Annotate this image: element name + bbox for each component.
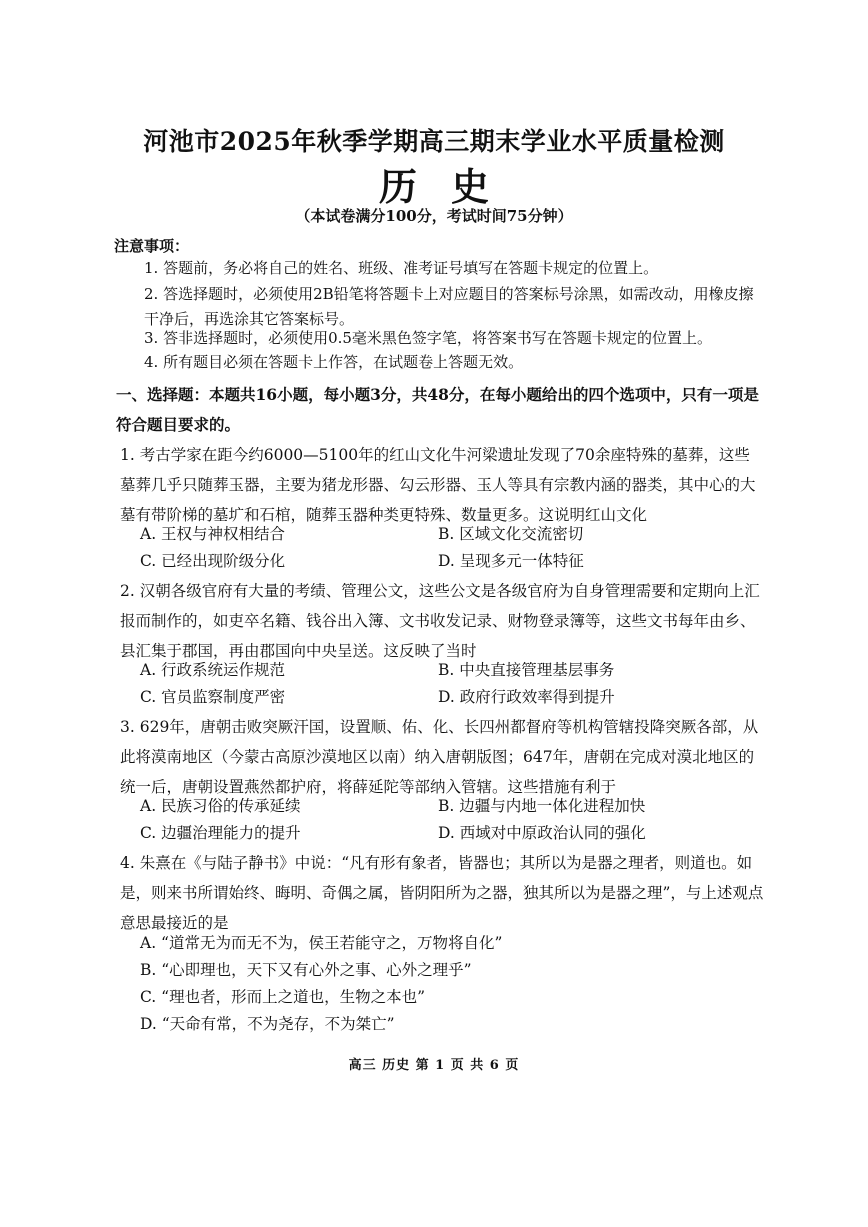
- question-stem: 2. 汉朝各级官府有大量的考绩、管理公文，这些公文是各级官府为自身管理需要和定期向上汇报而制作的，如吏卒名籍、钱谷出入簿、文书收发记录、财物登录簿等，这些文书每年由乡、县汇集于郡国，再由郡国向中央呈送。这反映了当时: [120, 582, 760, 660]
- option-a: A. 民族习俗的传承延续: [140, 797, 301, 815]
- option-c: C. 边疆治理能力的提升: [140, 824, 301, 842]
- option-c: C. 已经出现阶级分化: [140, 552, 286, 570]
- option-b: B. 区域文化交流密切: [438, 525, 584, 543]
- option-c: C. 官员监察制度严密: [140, 688, 286, 706]
- option-d: D. 政府行政效率得到提升: [438, 688, 615, 706]
- question-2: [120, 576, 765, 666]
- option-b: B. 边疆与内地一体化进程加快: [438, 797, 646, 815]
- notice-item-4: 4. 所有题目必须在答题卡上作答，在试题卷上答题无效。: [144, 353, 524, 371]
- option-d: D. 西域对中原政治认同的强化: [438, 824, 646, 842]
- question-stem: 1. 考古学家在距今约6000—5100年的红山文化牛河梁遗址发现了70余座特殊的墓葬，这些墓葬几乎只随葬玉器，主要为猪龙形器、勾云形器、玉人等具有宗教内涵的器类，其中心的大墓有带阶梯的墓圹和石棺，随葬玉器种类更特殊、数量更多。这说明红山文化: [120, 446, 756, 524]
- option-b: B. “心即理也，天下又有心外之事、心外之理乎”: [140, 961, 472, 979]
- exam-title: 河池市2025年秋季学期高三期末学业水平质量检测: [143, 127, 725, 156]
- section-heading: 一、选择题：本题共16小题，每小题3分，共48分，在每小题给出的四个选项中，只有一项是符合题目要求的。: [116, 385, 759, 434]
- option-a: A. 行政系统运作规范: [140, 661, 286, 679]
- option-a: A. 王权与神权相结合: [140, 525, 286, 543]
- question-stem: 3. 629年，唐朝击败突厥汗国，设置顺、佑、化、长四州都督府等机构管辖投降突厥各部，从此将漠南地区（今蒙古高原沙漠地区以南）纳入唐朝版图；647年，唐朝在完成对漠北地区的统一后，唐朝设置燕然都护府，将薛延陀等部纳入管辖。这些措施有利于: [120, 718, 759, 796]
- question-3: [120, 712, 765, 802]
- exam-meta: （本试卷满分100分，考试时间75分钟）: [295, 207, 573, 225]
- question-1: [120, 440, 765, 530]
- option-d: D. 呈现多元一体特征: [438, 552, 584, 570]
- notice-item-1: 1. 答题前，务必将自己的姓名、班级、准考证号填写在答题卡规定的位置上。: [144, 259, 659, 277]
- page-footer: 高三 历史 第 1 页 共 6 页: [348, 1058, 520, 1073]
- notice-title: 注意事项：: [114, 237, 190, 255]
- subject-title: 历史: [378, 164, 523, 209]
- question-4: [120, 848, 765, 938]
- option-b: B. 中央直接管理基层事务: [438, 661, 615, 679]
- option-a: A. “道常无为而无不为，侯王若能守之，万物将自化”: [140, 934, 503, 952]
- question-stem: 4. 朱熹在《与陆子静书》中说：“凡有形有象者，皆器也；其所以为是器之理者，则道也。如是，则来书所谓始终、晦明、奇偶之属，皆阴阳所为之器，独其所以为是器之理”，与上述观点意思最接近的是: [120, 854, 764, 932]
- option-c: C. “理也者，形而上之道也，生物之本也”: [140, 988, 426, 1006]
- notice-item-2: 2. 答选择题时，必须使用2B铅笔将答题卡上对应题目的答案标号涂黑，如需改动，用橡皮擦干净后，再选涂其它答案标号。: [144, 285, 754, 328]
- notice-item-3: 3. 答非选择题时，必须使用0.5毫米黑色签字笔，将答案书写在答题卡规定的位置上。: [144, 329, 712, 347]
- option-d: D. “天命有常，不为尧存，不为桀亡”: [140, 1015, 395, 1033]
